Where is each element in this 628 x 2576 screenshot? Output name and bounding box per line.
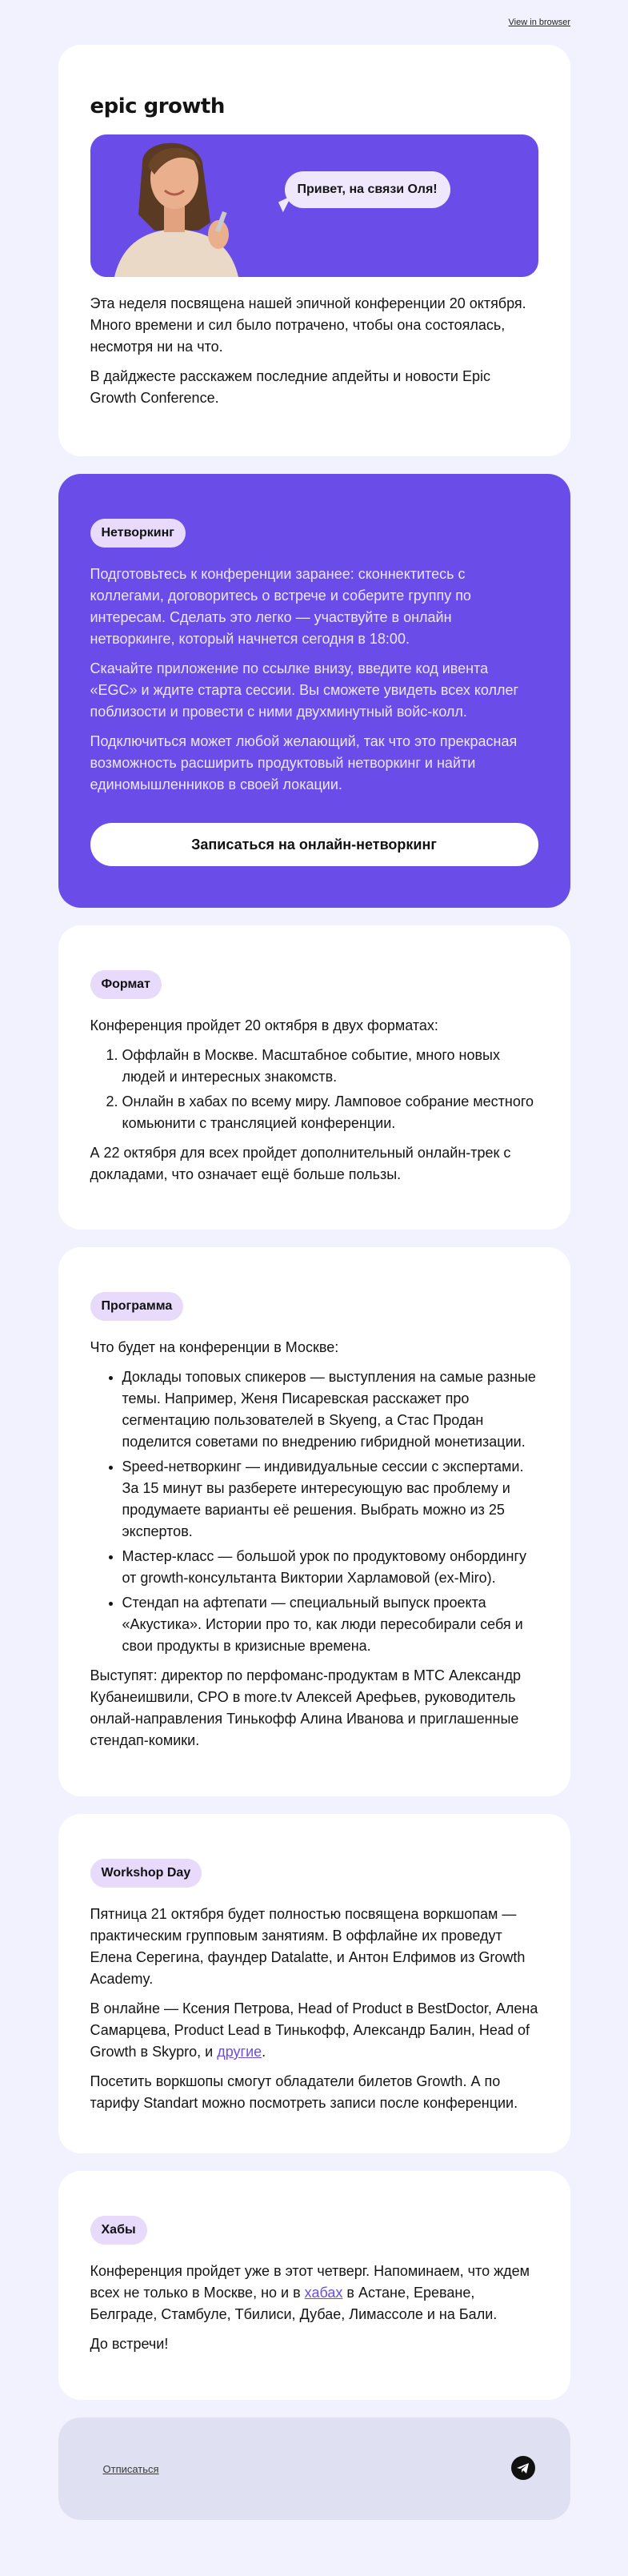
program-paragraph-1: Что будет на конференции в Москве: <box>90 1339 339 1355</box>
workshop-paragraph-3: Посетить воркшопы смогут обладатели билетов Growth. А по тарифу Standart можно посмотреть записи после конференции. <box>90 2073 518 2111</box>
format-card <box>58 925 570 1230</box>
format-paragraph-2: А 22 октября для всех пройдет дополнительный онлайн-трек с докладами, что означает ещё больше пользы. <box>90 1145 511 1182</box>
workshop-paragraph-2-end: . <box>262 2044 266 2060</box>
list-item: 1. Оффлайн в Москве. Масштабное событие, много новых людей и интересных знакомств. <box>122 1045 538 1088</box>
footer <box>58 2418 570 2520</box>
intro-paragraph-2: В дайджесте расскажем последние апдейты и новости Epic Growth Conference. <box>90 368 491 406</box>
program-card <box>58 1247 570 1796</box>
intro-card <box>58 45 570 456</box>
networking-paragraph-1: Подготовьтесь к конференции заранее: сконнектитесь с коллегами, договоритесь о встрече и соберите группу по интересам. Сделать это легко — участвуйте в онлайн нетворкинге, который начнется сегодня в 18:00. <box>90 566 471 647</box>
speech-bubble: Привет, на связи Оля! <box>285 171 450 208</box>
list-item: • Мастер-класс — большой урок по продуктовому онбордингу от growth-консультанта Виктории Харламовой (ex-Miro). <box>122 1546 538 1589</box>
workshop-paragraph-2 <box>90 1998 538 2063</box>
list-item: 2. Онлайн в хабах по всему миру. Ламповое собрание местного комьюнити с трансляцией конференции. <box>122 1091 538 1134</box>
view-in-browser-link[interactable]: View in browser <box>508 18 570 27</box>
networking-badge: Нетворкинг <box>90 519 186 548</box>
workshop-paragraph-2-text: В онлайне — Ксения Петрова, Head of Product в BestDoctor, Алена Самарцева, Product Lead в Тинькофф, Александр Балин, Head of Growth в Skypro, и <box>90 2000 538 2060</box>
list-item: • Speed-нетворкинг — индивидуальные сессии с экспертами. За 15 минут вы разберете интересующую вас проблему и продумаете варианты её решения. Выбрать можно из 25 экспертов. <box>122 1456 538 1543</box>
hubs-paragraph-1-text: Конференция пройдет уже в этот четверг. Напоминаем, что ждем всех не только в Москве, но и в <box>90 2263 530 2301</box>
top-bar <box>0 0 628 45</box>
program-list <box>90 1366 538 1657</box>
epic-growth-logo: epic growth <box>90 94 225 118</box>
signup-networking-button[interactable]: Записаться на онлайн-нетворкинг <box>90 823 538 866</box>
format-list <box>90 1045 538 1134</box>
others-link[interactable]: другие <box>217 2044 262 2060</box>
list-item: • Доклады топовых спикеров — выступления на самые разные темы. Например, Женя Писаревская расскажет про сегментацию пользователей в Skyeng, а Стас Продан поделится советами по внедрению гибридной монетизации. <box>122 1366 538 1453</box>
networking-card <box>58 474 570 908</box>
hubs-paragraph-1-end: в Астане, Ереване, Белграде, Стамбуле, Тбилиси, Дубае, Лимассоле и на Бали. <box>90 2285 498 2322</box>
hubs-badge: Хабы <box>90 2216 147 2245</box>
unsubscribe-link[interactable]: Отписаться <box>102 2463 159 2475</box>
hubs-card <box>58 2171 570 2400</box>
networking-paragraph-2: Скачайте приложение по ссылке внизу, введите код ивента «EGC» и ждите старта сессии. Вы сможете увидеть всех коллег поблизости и провести с ними двухминутный войс-колл. <box>90 660 519 720</box>
intro-paragraph-1: Эта неделя посвящена нашей эпичной конференции 20 октября. Много времени и сил было потрачено, чтобы она состоялась, несмотря ни на что. <box>90 295 526 355</box>
networking-paragraph-3: Подключиться может любой желающий, так что это прекрасная возможность расширить продуктовый нетворкинг и найти единомышленников в своей локации. <box>90 733 518 792</box>
hubs-paragraph-2: До встречи! <box>90 2336 169 2352</box>
format-paragraph-1: Конференция пройдет 20 октября в двух форматах: <box>90 1017 438 1033</box>
host-portrait-image <box>98 134 258 277</box>
workshop-badge: Workshop Day <box>90 1859 202 1888</box>
program-badge: Программа <box>90 1292 184 1321</box>
list-item: • Стендап на афтепати — специальный выпуск проекта «Акустика». Истории про то, как люди пересобирали себя и свои продукты в кризисные времена. <box>122 1592 538 1657</box>
program-paragraph-2: Выступят: директор по перфоманс-продуктам в МТС Александр Кубанеишвили, CPO в more.tv Алексей Арефьев, руководитель онлай-направления Тинькофф Алина Иванова и приглашенные стендап-комики. <box>90 1667 522 1748</box>
workshop-card <box>58 1814 570 2153</box>
telegram-icon[interactable] <box>511 2456 535 2480</box>
format-badge: Формат <box>90 970 162 999</box>
hubs-paragraph-1 <box>90 2261 538 2325</box>
hero-banner <box>90 134 538 277</box>
workshop-paragraph-1: Пятница 21 октября будет полностью посвящена воркшопам — практическим групповым занятиям. В оффлайне их проведут Елена Серегина, фаундер Datalatte, и Антон Елфимов из Growth Academy. <box>90 1906 526 1987</box>
hubs-link[interactable]: хабах <box>304 2285 343 2301</box>
